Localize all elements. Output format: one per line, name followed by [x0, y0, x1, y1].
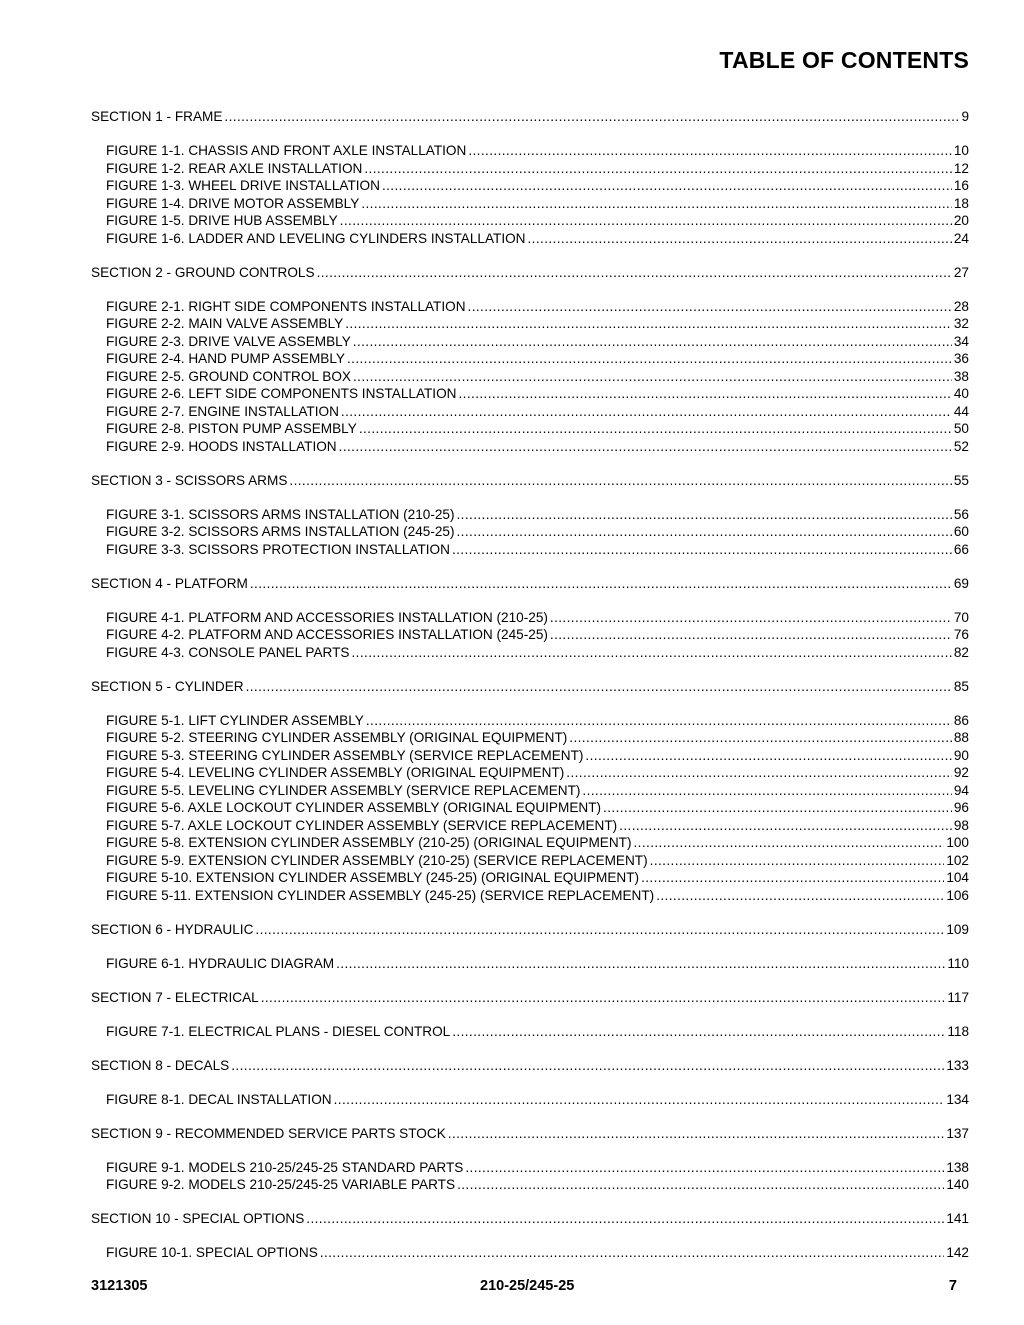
toc-entry-page: 66: [953, 541, 969, 557]
toc-entry-label: FIGURE 6-1. HYDRAULIC DIAGRAM: [106, 955, 335, 971]
toc-figure-list: [91, 506, 969, 559]
toc-entry-label: FIGURE 3-3. SCISSORS PROTECTION INSTALLATION: [106, 541, 450, 557]
toc-entry-label: FIGURE 3-1. SCISSORS ARMS INSTALLATION (210-25): [106, 506, 455, 522]
toc-figure-list: [91, 1159, 969, 1194]
toc-entry-label: FIGURE 2-1. RIGHT SIDE COMPONENTS INSTALLATION: [106, 298, 466, 314]
toc-entry-label: FIGURE 1-2. REAR AXLE INSTALLATION: [106, 160, 363, 176]
toc-entry-label: FIGURE 5-3. STEERING CYLINDER ASSEMBLY (SERVICE REPLACEMENT): [106, 747, 584, 763]
dot-leader: [468, 142, 952, 160]
page-title: TABLE OF CONTENTS: [719, 47, 969, 73]
dot-leader: [231, 1057, 944, 1075]
toc-entry-label: FIGURE 2-8. PISTON PUMP ASSEMBLY: [106, 421, 357, 436]
dot-leader: [224, 108, 959, 126]
toc-entry-page: 96: [953, 800, 969, 815]
dot-leader: [452, 1023, 945, 1041]
toc-entry-page: 28: [953, 298, 969, 314]
toc-entry-label: SECTION 4 - PLATFORM: [91, 575, 248, 591]
toc-entry-label: SECTION 2 - GROUND CONTROLS: [91, 264, 315, 280]
dot-leader: [641, 869, 944, 887]
toc-figure-entry[interactable]: [91, 1091, 969, 1109]
dot-leader: [361, 195, 952, 213]
table-of-contents: [91, 108, 969, 1262]
toc-figure-entry[interactable]: [91, 385, 969, 403]
dot-leader: [448, 1125, 945, 1143]
dot-leader: [255, 921, 944, 939]
dot-leader: [353, 333, 952, 351]
toc-figure-entry[interactable]: [91, 764, 969, 782]
toc-section-group: [91, 108, 969, 247]
toc-entry-label: FIGURE 5-2. STEERING CYLINDER ASSEMBLY (ORIGINAL EQUIPMENT): [106, 730, 568, 745]
dot-leader: [339, 438, 952, 456]
toc-entry-page: 76: [953, 627, 969, 642]
dot-leader: [619, 817, 952, 835]
toc-entry-label: FIGURE 2-4. HAND PUMP ASSEMBLY: [106, 351, 345, 366]
toc-entry-page: 27: [953, 264, 969, 280]
toc-section-group: [91, 472, 969, 559]
toc-entry-page: 100: [946, 835, 969, 850]
toc-figure-entry[interactable]: [91, 712, 969, 730]
toc-entry-label: FIGURE 2-2. MAIN VALVE ASSEMBLY: [106, 316, 344, 331]
dot-leader: [457, 1176, 944, 1194]
toc-entry-label: SECTION 3 - SCISSORS ARMS: [91, 472, 288, 488]
toc-entry-page: 38: [953, 368, 969, 384]
toc-figure-entry[interactable]: [91, 799, 969, 817]
toc-entry-label: FIGURE 5-4. LEVELING CYLINDER ASSEMBLY (ORIGINAL EQUIPMENT): [106, 765, 565, 780]
toc-entry-page: 90: [953, 747, 969, 763]
toc-entry-page: 18: [953, 195, 969, 211]
toc-entry-page: 16: [953, 178, 969, 193]
toc-entry-label: FIGURE 3-2. SCISSORS ARMS INSTALLATION (245-25): [106, 524, 455, 539]
toc-entry-label: SECTION 5 - CYLINDER: [91, 678, 244, 694]
dot-leader: [382, 177, 952, 195]
dot-leader: [317, 264, 952, 282]
toc-entry-label: SECTION 9 - RECOMMENDED SERVICE PARTS STOCK: [91, 1125, 446, 1141]
toc-entry-label: FIGURE 5-1. LIFT CYLINDER ASSEMBLY: [106, 712, 364, 728]
toc-figure-entry[interactable]: [91, 368, 969, 386]
toc-figure-list: [91, 142, 969, 247]
toc-section-group: [91, 1057, 969, 1109]
toc-entry-page: 142: [946, 1245, 969, 1260]
toc-figure-entry[interactable]: [91, 523, 969, 541]
dot-leader: [250, 575, 952, 593]
toc-entry-label: SECTION 1 - FRAME: [91, 109, 223, 124]
dot-leader: [656, 887, 944, 905]
toc-figure-list: [91, 1091, 969, 1109]
toc-entry-label: FIGURE 5-7. AXLE LOCKOUT CYLINDER ASSEMBLY (SERVICE REPLACEMENT): [106, 817, 618, 833]
toc-figure-entry[interactable]: [91, 315, 969, 333]
toc-entry-page: 60: [953, 524, 969, 539]
toc-figure-entry[interactable]: [91, 142, 969, 160]
toc-entry-label: FIGURE 2-7. ENGINE INSTALLATION: [106, 403, 339, 419]
toc-entry-page: 56: [953, 506, 969, 522]
toc-section-entry[interactable]: [91, 989, 969, 1007]
footer-model: 210-25/245-25: [480, 1278, 575, 1294]
toc-entry-page: 106: [946, 887, 969, 903]
toc-entry-page: 133: [946, 1057, 969, 1073]
toc-entry-label: FIGURE 9-2. MODELS 210-25/245-25 VARIABLE PARTS: [106, 1177, 456, 1192]
dot-leader: [457, 523, 952, 541]
toc-entry-label: FIGURE 2-6. LEFT SIDE COMPONENTS INSTALLATION: [106, 386, 457, 401]
toc-entry-page: 24: [953, 230, 969, 246]
toc-figure-entry[interactable]: [91, 160, 969, 178]
toc-figure-entry[interactable]: [91, 887, 969, 905]
dot-leader: [457, 506, 952, 524]
toc-entry-page: 9: [961, 109, 969, 124]
toc-entry-page: 32: [953, 316, 969, 331]
toc-figure-entry[interactable]: [91, 834, 969, 852]
dot-leader: [353, 368, 952, 386]
toc-entry-page: 40: [953, 386, 969, 401]
toc-entry-page: 36: [953, 351, 969, 366]
dot-leader: [359, 420, 952, 438]
dot-leader: [603, 799, 952, 817]
toc-section-entry[interactable]: [91, 921, 969, 939]
toc-entry-page: 98: [953, 817, 969, 833]
toc-entry-page: 20: [953, 213, 969, 228]
dot-leader: [336, 955, 945, 973]
toc-figure-entry[interactable]: [91, 782, 969, 800]
toc-figure-entry[interactable]: [91, 333, 969, 351]
toc-figure-entry[interactable]: [91, 747, 969, 765]
toc-entry-page: 134: [946, 1091, 969, 1107]
dot-leader: [566, 764, 952, 782]
toc-figure-entry[interactable]: [91, 955, 969, 973]
toc-entry-label: FIGURE 5-8. EXTENSION CYLINDER ASSEMBLY (210-25) (ORIGINAL EQUIPMENT): [106, 835, 632, 850]
toc-entry-page: 10: [953, 143, 969, 158]
dot-leader: [246, 678, 952, 696]
toc-entry-label: FIGURE 1-3. WHEEL DRIVE INSTALLATION: [106, 178, 380, 193]
toc-figure-entry[interactable]: [91, 298, 969, 316]
toc-entry-label: FIGURE 10-1. SPECIAL OPTIONS: [106, 1245, 318, 1260]
toc-entry-page: 55: [953, 472, 969, 488]
toc-entry-label: FIGURE 1-4. DRIVE MOTOR ASSEMBLY: [106, 195, 360, 211]
toc-section-entry[interactable]: [91, 108, 969, 126]
toc-entry-label: FIGURE 5-9. EXTENSION CYLINDER ASSEMBLY (210-25) (SERVICE REPLACEMENT): [106, 852, 648, 868]
toc-entry-page: 88: [953, 730, 969, 745]
toc-entry-label: FIGURE 7-1. ELECTRICAL PLANS - DIESEL CONTROL: [106, 1023, 451, 1039]
toc-entry-page: 12: [953, 160, 969, 176]
dot-leader: [306, 1210, 944, 1228]
toc-entry-label: FIGURE 4-3. CONSOLE PANEL PARTS: [106, 644, 350, 660]
toc-section-group: [91, 921, 969, 973]
toc-entry-page: 102: [946, 852, 969, 868]
toc-entry-label: FIGURE 9-1. MODELS 210-25/245-25 STANDARD PARTS: [106, 1159, 464, 1175]
dot-leader: [634, 834, 945, 852]
toc-entry-label: FIGURE 5-6. AXLE LOCKOUT CYLINDER ASSEMBLY (ORIGINAL EQUIPMENT): [106, 800, 602, 815]
toc-entry-label: FIGURE 1-5. DRIVE HUB ASSEMBLY: [106, 213, 338, 228]
toc-entry-page: 34: [953, 333, 969, 349]
toc-figure-entry[interactable]: [91, 195, 969, 213]
dot-leader: [458, 385, 951, 403]
toc-section-entry[interactable]: [91, 1057, 969, 1075]
toc-entry-label: SECTION 8 - DECALS: [91, 1057, 230, 1073]
dot-leader: [452, 541, 952, 559]
dot-leader: [340, 212, 952, 230]
toc-entry-page: 109: [946, 921, 969, 937]
toc-section-group: [91, 575, 969, 662]
toc-figure-entry[interactable]: [91, 420, 969, 438]
toc-entry-label: FIGURE 5-11. EXTENSION CYLINDER ASSEMBLY (245-25) (SERVICE REPLACEMENT): [106, 887, 655, 903]
toc-section-entry[interactable]: [91, 264, 969, 282]
toc-figure-entry[interactable]: [91, 541, 969, 559]
toc-entry-label: SECTION 10 - SPECIAL OPTIONS: [91, 1211, 305, 1226]
dot-leader: [366, 712, 952, 730]
toc-entry-page: 94: [953, 782, 969, 798]
footer-page-number: 7: [948, 1278, 957, 1294]
toc-section-group: [91, 678, 969, 905]
toc-section-entry[interactable]: [91, 575, 969, 593]
dot-leader: [352, 644, 952, 662]
toc-figure-entry[interactable]: [91, 1159, 969, 1177]
toc-figure-list: [91, 298, 969, 456]
toc-figure-entry[interactable]: [91, 506, 969, 524]
toc-section-entry[interactable]: [91, 472, 969, 490]
dot-leader: [650, 852, 945, 870]
toc-figure-entry[interactable]: [91, 350, 969, 368]
toc-entry-page: 117: [947, 989, 969, 1005]
toc-entry-page: 141: [946, 1211, 969, 1226]
toc-figure-list: [91, 1023, 969, 1041]
toc-section-group: [91, 1210, 969, 1262]
toc-entry-page: 110: [947, 955, 969, 971]
dot-leader: [528, 230, 952, 248]
toc-figure-entry[interactable]: [91, 817, 969, 835]
footer-doc-number: 3121305: [91, 1278, 148, 1294]
dot-leader: [465, 1159, 944, 1177]
dot-leader: [364, 160, 952, 178]
dot-leader: [341, 403, 952, 421]
toc-figure-entry[interactable]: [91, 230, 969, 248]
dot-leader: [582, 782, 951, 800]
toc-section-group: [91, 1125, 969, 1194]
toc-entry-label: FIGURE 1-6. LADDER AND LEVELING CYLINDERS INSTALLATION: [106, 230, 526, 246]
toc-figure-list: [91, 712, 969, 905]
toc-entry-page: 137: [946, 1125, 969, 1141]
toc-figure-entry[interactable]: [91, 1176, 969, 1194]
toc-entry-label: FIGURE 1-1. CHASSIS AND FRONT AXLE INSTALLATION: [106, 143, 467, 158]
dot-leader: [569, 729, 952, 747]
toc-entry-page: 138: [946, 1159, 969, 1175]
dot-leader: [345, 315, 952, 333]
toc-figure-entry[interactable]: [91, 403, 969, 421]
toc-section-entry[interactable]: [91, 1210, 969, 1228]
toc-entry-page: 140: [946, 1177, 969, 1192]
toc-entry-label: FIGURE 2-5. GROUND CONTROL BOX: [106, 368, 351, 384]
toc-section-entry[interactable]: [91, 1125, 969, 1143]
dot-leader: [550, 609, 952, 627]
dot-leader: [289, 472, 951, 490]
toc-entry-page: 92: [953, 765, 969, 780]
dot-leader: [320, 1244, 945, 1262]
toc-entry-page: 118: [947, 1023, 969, 1039]
toc-figure-list: [91, 1244, 969, 1262]
toc-entry-label: SECTION 6 - HYDRAULIC: [91, 921, 254, 937]
toc-figure-entry[interactable]: [91, 852, 969, 870]
toc-entry-page: 70: [953, 609, 969, 625]
toc-figure-list: [91, 609, 969, 662]
toc-figure-entry[interactable]: [91, 869, 969, 887]
dot-leader: [585, 747, 951, 765]
toc-entry-label: FIGURE 4-2. PLATFORM AND ACCESSORIES INSTALLATION (245-25): [106, 627, 548, 642]
toc-entry-page: 44: [953, 403, 969, 419]
toc-figure-entry[interactable]: [91, 438, 969, 456]
toc-section-entry[interactable]: [91, 678, 969, 696]
dot-leader: [347, 350, 952, 368]
dot-leader: [334, 1091, 945, 1109]
toc-section-group: [91, 989, 969, 1041]
toc-figure-list: [91, 955, 969, 973]
dot-leader: [468, 298, 952, 316]
toc-entry-label: FIGURE 5-10. EXTENSION CYLINDER ASSEMBLY (245-25) (ORIGINAL EQUIPMENT): [106, 870, 640, 885]
toc-entry-label: FIGURE 2-9. HOODS INSTALLATION: [106, 438, 337, 454]
toc-entry-page: 104: [946, 870, 969, 885]
toc-entry-label: FIGURE 8-1. DECAL INSTALLATION: [106, 1091, 332, 1107]
toc-figure-entry[interactable]: [91, 212, 969, 230]
toc-entry-label: FIGURE 2-3. DRIVE VALVE ASSEMBLY: [106, 333, 351, 349]
toc-entry-page: 50: [953, 421, 969, 436]
toc-entry-page: 52: [953, 438, 969, 454]
dot-leader: [261, 989, 946, 1007]
toc-section-group: [91, 264, 969, 456]
toc-figure-entry[interactable]: [91, 1023, 969, 1041]
toc-entry-page: 82: [953, 644, 969, 660]
toc-entry-label: SECTION 7 - ELECTRICAL: [91, 989, 259, 1005]
dot-leader: [550, 626, 952, 644]
toc-figure-entry[interactable]: [91, 609, 969, 627]
toc-figure-entry[interactable]: [91, 729, 969, 747]
toc-entry-label: FIGURE 5-5. LEVELING CYLINDER ASSEMBLY (SERVICE REPLACEMENT): [106, 782, 581, 798]
toc-figure-entry[interactable]: [91, 1244, 969, 1262]
toc-entry-page: 69: [953, 575, 969, 591]
toc-entry-page: 85: [953, 678, 969, 694]
toc-entry-label: FIGURE 4-1. PLATFORM AND ACCESSORIES INSTALLATION (210-25): [106, 609, 548, 625]
toc-figure-entry[interactable]: [91, 644, 969, 662]
toc-figure-entry[interactable]: [91, 626, 969, 644]
toc-figure-entry[interactable]: [91, 177, 969, 195]
toc-entry-page: 86: [953, 712, 969, 728]
